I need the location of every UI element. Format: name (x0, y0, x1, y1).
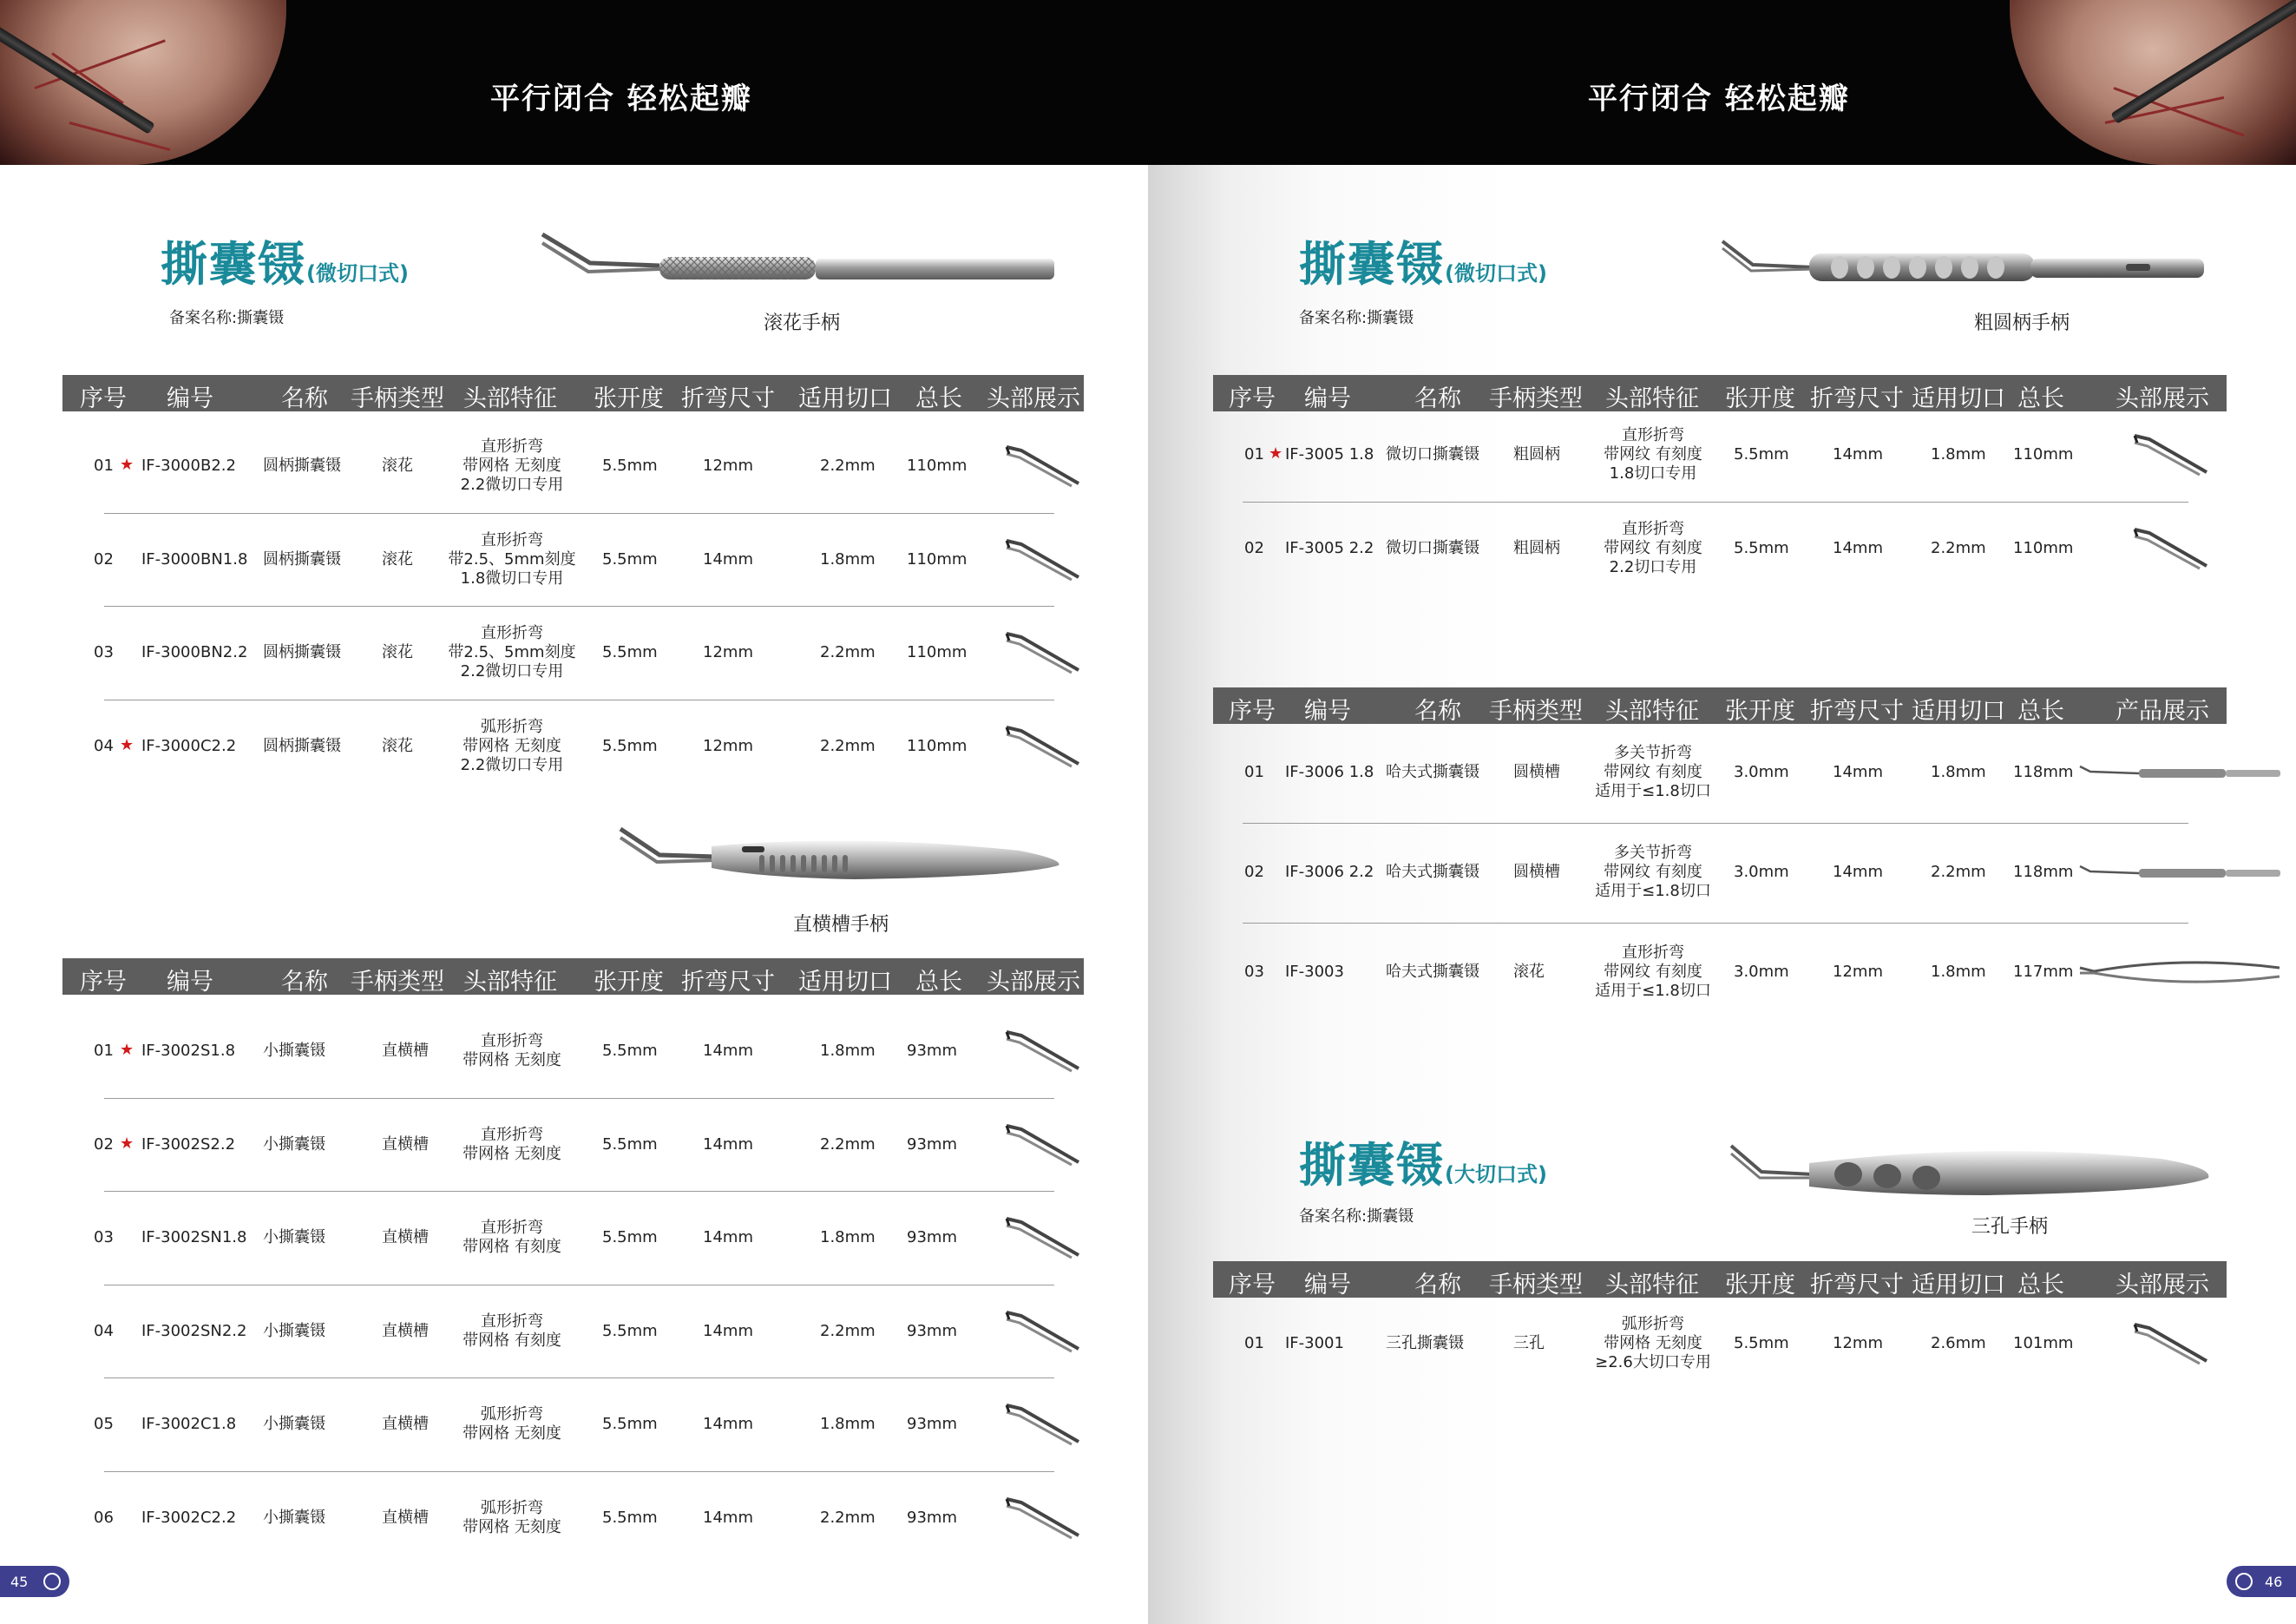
head-feature-line: 2.2微切口专用 (460, 755, 564, 774)
right-section1-title: 撕囊镊 (微切口式) (1299, 237, 1547, 292)
forceps-tip-icon (1002, 1305, 1085, 1353)
opening-width: 5.5mm (602, 1134, 658, 1154)
product-code: IF-3002C2.2 (141, 1508, 237, 1527)
bend-size: 12mm (1833, 963, 1883, 981)
star-icon: ★ (120, 456, 134, 474)
opening-width: 5.5mm (602, 643, 658, 661)
bend-size: 14mm (1833, 445, 1883, 464)
bend-size: 14mm (703, 549, 753, 569)
total-length: 110mm (2013, 539, 2074, 557)
head-feature-line: 2.2切口专用 (1609, 558, 1697, 576)
product-name: 小撕囊镊 (263, 1134, 325, 1154)
product-name: 小撕囊镊 (263, 1321, 325, 1340)
opening-width: 5.5mm (1734, 539, 1789, 557)
bend-size: 12mm (1833, 1334, 1883, 1352)
opening-width: 5.5mm (602, 549, 658, 569)
handle-type: 直横槽 (382, 1321, 429, 1340)
forceps-tip-icon (1002, 1398, 1085, 1446)
row-number: 03 (1244, 963, 1264, 981)
forceps-tip-icon (1002, 1119, 1085, 1167)
row-number: 02 (94, 1134, 114, 1154)
incision-size: 2.2mm (820, 457, 876, 475)
head-feature-line: 带网纹 有刻度 (1604, 863, 1702, 881)
left-section1-handle-caption: 滚花手柄 (764, 312, 841, 334)
right-table2-header: 序号 编号 名称 手柄类型 头部特征 张开度 折弯尺寸 适用切口 总长 产品展示 (1213, 687, 2227, 724)
star-icon: ★ (1269, 444, 1283, 463)
row-number: 01 (1244, 763, 1264, 781)
bend-size: 14mm (703, 1415, 753, 1433)
handle-type: 滚花 (382, 643, 413, 661)
opening-width: 3.0mm (1734, 763, 1789, 781)
row-number: 03 (94, 643, 114, 661)
knurled-handle-forceps-image (538, 224, 1067, 311)
head-feature-line: 带2.5、5mm刻度 (448, 643, 576, 661)
product-code: IF-3002SN2.2 (141, 1321, 247, 1340)
incision-size: 1.8mm (1931, 963, 1986, 981)
row-divider (1243, 923, 2188, 924)
bend-size: 14mm (1833, 863, 1883, 881)
forceps-tip-icon (1002, 1492, 1085, 1540)
product-code: IF-3002C1.8 (141, 1415, 237, 1433)
bend-size: 12mm (703, 457, 753, 475)
row-divider (104, 1377, 1054, 1378)
product-code: IF-3003 (1285, 963, 1344, 981)
row-divider (104, 513, 1054, 514)
head-feature-line: 带网格 无刻度 (462, 736, 561, 755)
handle-type: 直横槽 (382, 1228, 429, 1246)
incision-size: 1.8mm (820, 1042, 876, 1060)
head-feature-line: 带网格 无刻度 (462, 1051, 561, 1069)
bend-size: 14mm (703, 1228, 753, 1246)
bend-size: 14mm (1833, 763, 1883, 781)
incision-size: 2.2mm (1931, 539, 1986, 557)
row-divider (1243, 823, 2188, 824)
slogan-right: 平行闭合 轻松起瓣 (1588, 82, 1850, 116)
head-feature-line: 弧形折弯 (481, 1498, 543, 1517)
three-hole-handle-forceps-image (1727, 1133, 2213, 1211)
product-name: 三孔撕囊镊 (1386, 1334, 1464, 1352)
head-feature-line: 带网格 有刻度 (462, 1331, 561, 1350)
bend-size: 14mm (703, 1508, 753, 1527)
head-feature-line: 带网纹 有刻度 (1604, 963, 1702, 981)
row-number: 03 (94, 1228, 114, 1246)
opening-width: 5.5mm (602, 457, 658, 475)
star-icon: ★ (120, 1134, 134, 1153)
bend-size: 14mm (703, 1321, 753, 1340)
left-table2-header: 序号 编号 名称 手柄类型 头部特征 张开度 折弯尺寸 适用切口 总长 头部展示 (62, 958, 1084, 995)
product-name: 圆柄撕囊镊 (263, 643, 341, 661)
head-feature-line: 带网格 无刻度 (462, 1517, 561, 1536)
total-length: 118mm (2013, 863, 2074, 881)
product-name: 圆柄撕囊镊 (263, 457, 341, 475)
left-section1-title: 撕囊镊 (微切口式) (161, 237, 409, 292)
row-divider (1243, 502, 2188, 503)
product-code: IF-3000C2.2 (141, 736, 237, 755)
forceps-tip-icon (1002, 1025, 1085, 1073)
product-code: IF-3002S2.2 (141, 1134, 236, 1154)
handle-type: 直横槽 (382, 1042, 429, 1060)
total-length: 110mm (907, 736, 968, 755)
total-length: 93mm (907, 1228, 957, 1246)
row-divider (104, 1191, 1054, 1192)
left-section2-handle-caption: 直横槽手柄 (793, 914, 889, 936)
product-code: IF-3000B2.2 (141, 457, 236, 475)
row-number: 01 (1244, 445, 1264, 464)
head-feature-line: 带网格 无刻度 (462, 457, 561, 475)
incision-size: 1.8mm (820, 549, 876, 569)
head-feature-line: 直形折弯 (1622, 426, 1684, 444)
head-feature-line: 弧形折弯 (481, 717, 543, 736)
opening-width: 5.5mm (1734, 1334, 1789, 1352)
head-feature-line: 带网纹 有刻度 (1604, 763, 1702, 781)
product-name: 圆柄撕囊镊 (263, 549, 341, 569)
slogan-left: 平行闭合 轻松起瓣 (490, 82, 752, 116)
bend-size: 14mm (703, 1134, 753, 1154)
page-number-left: 45 (0, 1566, 69, 1597)
product-name: 小撕囊镊 (263, 1042, 325, 1060)
forceps-tip-icon (1002, 627, 1085, 674)
product-name: 圆柄撕囊镊 (263, 736, 341, 755)
total-length: 93mm (907, 1134, 957, 1154)
handle-type: 三孔 (1513, 1334, 1545, 1352)
total-length: 110mm (907, 457, 968, 475)
head-feature-line: 带网纹 有刻度 (1604, 539, 1702, 557)
handle-type: 直横槽 (382, 1415, 429, 1433)
head-feature-line: 直形折弯 (481, 1219, 543, 1237)
row-divider (104, 1098, 1054, 1099)
row-number: 02 (94, 549, 114, 569)
forceps-tip-icon (2130, 429, 2213, 477)
right-section3-handle-caption: 三孔手柄 (1971, 1216, 2049, 1238)
head-feature-line: 适用于≤1.8切口 (1595, 882, 1711, 900)
incision-size: 2.2mm (820, 1508, 876, 1527)
forceps-tip-icon (2130, 1318, 2213, 1365)
right-section1-reg: 备案名称:撕囊镊 (1299, 309, 1414, 327)
head-feature-line: 带网格 无刻度 (462, 1144, 561, 1163)
product-name: 哈夫式撕囊镊 (1386, 763, 1479, 781)
total-length: 101mm (2013, 1334, 2074, 1352)
head-feature-line: 带网纹 有刻度 (1604, 445, 1702, 464)
top-banner (0, 0, 2296, 165)
incision-size: 1.8mm (1931, 763, 1986, 781)
straight-groove-handle-forceps-image (612, 803, 1072, 898)
forceps-tip-icon (1002, 534, 1085, 582)
total-length: 110mm (2013, 445, 2074, 464)
row-number: 05 (94, 1415, 114, 1433)
head-feature-line: 2.2微切口专用 (460, 662, 564, 681)
handle-type: 圆横槽 (1513, 763, 1560, 781)
product-code: IF-3005 1.8 (1285, 445, 1374, 464)
row-number: 02 (1244, 539, 1264, 557)
product-name: 微切口撕囊镊 (1386, 445, 1479, 464)
right-section3-reg: 备案名称:撕囊镊 (1299, 1207, 1414, 1226)
total-length: 93mm (907, 1042, 957, 1060)
product-name: 小撕囊镊 (263, 1508, 325, 1527)
incision-size: 2.2mm (820, 643, 876, 661)
incision-size: 2.2mm (820, 1134, 876, 1154)
total-length: 93mm (907, 1321, 957, 1340)
opening-width: 5.5mm (602, 1508, 658, 1527)
row-number: 04 (94, 1321, 114, 1340)
handle-type: 直横槽 (382, 1134, 429, 1154)
incision-size: 2.2mm (820, 1321, 876, 1340)
forceps-long-icon (2078, 759, 2282, 786)
handle-type: 粗圆柄 (1513, 445, 1560, 464)
forceps-tip-icon (1002, 440, 1085, 488)
opening-width: 3.0mm (1734, 963, 1789, 981)
opening-width: 3.0mm (1734, 863, 1789, 881)
row-number: 02 (1244, 863, 1264, 881)
right-section1-handle-caption: 粗圆柄手柄 (1974, 312, 2070, 334)
head-feature-line: 弧形折弯 (481, 1405, 543, 1423)
opening-width: 5.5mm (1734, 445, 1789, 464)
head-feature-line: 弧形折弯 (1622, 1315, 1684, 1333)
handle-type: 滚花 (1513, 963, 1545, 981)
head-feature-line: 直形折弯 (481, 1125, 543, 1144)
forceps-tip-icon (1002, 1212, 1085, 1259)
incision-size: 2.2mm (1931, 863, 1986, 881)
right-section3-title: 撕囊镊 (大切口式) (1299, 1138, 1547, 1193)
head-feature-line: 适用于≤1.8切口 (1595, 782, 1711, 800)
total-length: 110mm (907, 549, 968, 569)
row-number: 01 (1244, 1334, 1264, 1352)
head-feature-line: 直形折弯 (481, 530, 543, 549)
product-name: 小撕囊镊 (263, 1228, 325, 1246)
forceps-long-icon (2078, 959, 2282, 985)
product-name: 微切口撕囊镊 (1386, 539, 1479, 557)
handle-type: 滚花 (382, 549, 413, 569)
head-feature-line: ≥2.6大切口专用 (1595, 1353, 1711, 1371)
product-code: IF-3002SN1.8 (141, 1228, 247, 1246)
opening-width: 5.5mm (602, 1415, 658, 1433)
opening-width: 5.5mm (602, 736, 658, 755)
handle-type: 直横槽 (382, 1508, 429, 1527)
total-length: 117mm (2013, 963, 2074, 981)
product-code: IF-3000BN1.8 (141, 549, 248, 569)
page-dot-icon (43, 1573, 61, 1590)
page-number-right: 46 (2227, 1566, 2296, 1597)
star-icon: ★ (120, 735, 134, 754)
head-feature-line: 1.8微切口专用 (460, 569, 564, 588)
incision-size: 1.8mm (820, 1415, 876, 1433)
row-divider (104, 606, 1054, 607)
row-number: 01 (94, 457, 114, 475)
head-feature-line: 多关节折弯 (1614, 844, 1692, 862)
head-feature-line: 带网格 无刻度 (462, 1424, 561, 1443)
opening-width: 5.5mm (602, 1321, 658, 1340)
product-code: IF-3006 1.8 (1285, 763, 1374, 781)
head-feature-line: 多关节折弯 (1614, 744, 1692, 762)
total-length: 93mm (907, 1415, 957, 1433)
forceps-tip-icon (1002, 720, 1085, 768)
forceps-long-icon (2078, 859, 2282, 885)
head-feature-line: 带网格 有刻度 (462, 1238, 561, 1256)
head-feature-line: 直形折弯 (1622, 520, 1684, 538)
head-feature-line: 2.2微切口专用 (460, 476, 564, 494)
head-feature-line: 直形折弯 (481, 1032, 543, 1050)
row-number: 04 (94, 736, 114, 755)
product-code: IF-3006 2.2 (1285, 863, 1374, 881)
total-length: 93mm (907, 1508, 957, 1527)
head-feature-line: 直形折弯 (481, 624, 543, 642)
head-feature-line: 带2.5、5mm刻度 (448, 549, 576, 569)
star-icon: ★ (120, 1041, 134, 1059)
product-name: 哈夫式撕囊镊 (1386, 863, 1479, 881)
right-table1-header: 序号 编号 名称 手柄类型 头部特征 张开度 折弯尺寸 适用切口 总长 头部展示 (1213, 375, 2227, 411)
incision-size: 2.6mm (1931, 1334, 1986, 1352)
head-feature-line: 适用于≤1.8切口 (1595, 982, 1711, 1000)
handle-type: 圆横槽 (1513, 863, 1560, 881)
product-code: IF-3001 (1285, 1334, 1344, 1352)
thick-round-handle-forceps-image (1718, 234, 2213, 295)
incision-size: 2.2mm (820, 736, 876, 755)
bend-size: 12mm (703, 643, 753, 661)
head-feature-line: 直形折弯 (1622, 943, 1684, 962)
head-feature-line: 1.8切口专用 (1609, 464, 1697, 483)
incision-size: 1.8mm (1931, 445, 1986, 464)
opening-width: 5.5mm (602, 1042, 658, 1060)
handle-type: 滚花 (382, 457, 413, 475)
row-number: 01 (94, 1042, 114, 1060)
total-length: 118mm (2013, 763, 2074, 781)
product-code: IF-3000BN2.2 (141, 643, 248, 661)
head-feature-line: 带网格 无刻度 (1604, 1334, 1702, 1352)
head-feature-line: 直形折弯 (481, 437, 543, 456)
left-section1-reg: 备案名称:撕囊镊 (169, 309, 285, 327)
product-name: 小撕囊镊 (263, 1415, 325, 1433)
bend-size: 14mm (703, 1042, 753, 1060)
opening-width: 5.5mm (602, 1228, 658, 1246)
forceps-tip-icon (2130, 523, 2213, 570)
product-code: IF-3002S1.8 (141, 1042, 236, 1060)
total-length: 110mm (907, 643, 968, 661)
bend-size: 12mm (703, 736, 753, 755)
right-table3-header: 序号 编号 名称 手柄类型 头部特征 张开度 折弯尺寸 适用切口 总长 头部展示 (1213, 1261, 2227, 1298)
head-feature-line: 直形折弯 (481, 1312, 543, 1331)
product-name: 哈夫式撕囊镊 (1386, 963, 1479, 981)
left-table1-header: 序号 编号 名称 手柄类型 头部特征 张开度 折弯尺寸 适用切口 总长 头部展示 (62, 375, 1084, 411)
row-number: 06 (94, 1508, 114, 1527)
page-dot-icon (2235, 1573, 2253, 1590)
handle-type: 粗圆柄 (1513, 539, 1560, 557)
handle-type: 滚花 (382, 736, 413, 755)
row-divider (104, 1471, 1054, 1472)
product-code: IF-3005 2.2 (1285, 539, 1374, 557)
incision-size: 1.8mm (820, 1228, 876, 1246)
bend-size: 14mm (1833, 539, 1883, 557)
